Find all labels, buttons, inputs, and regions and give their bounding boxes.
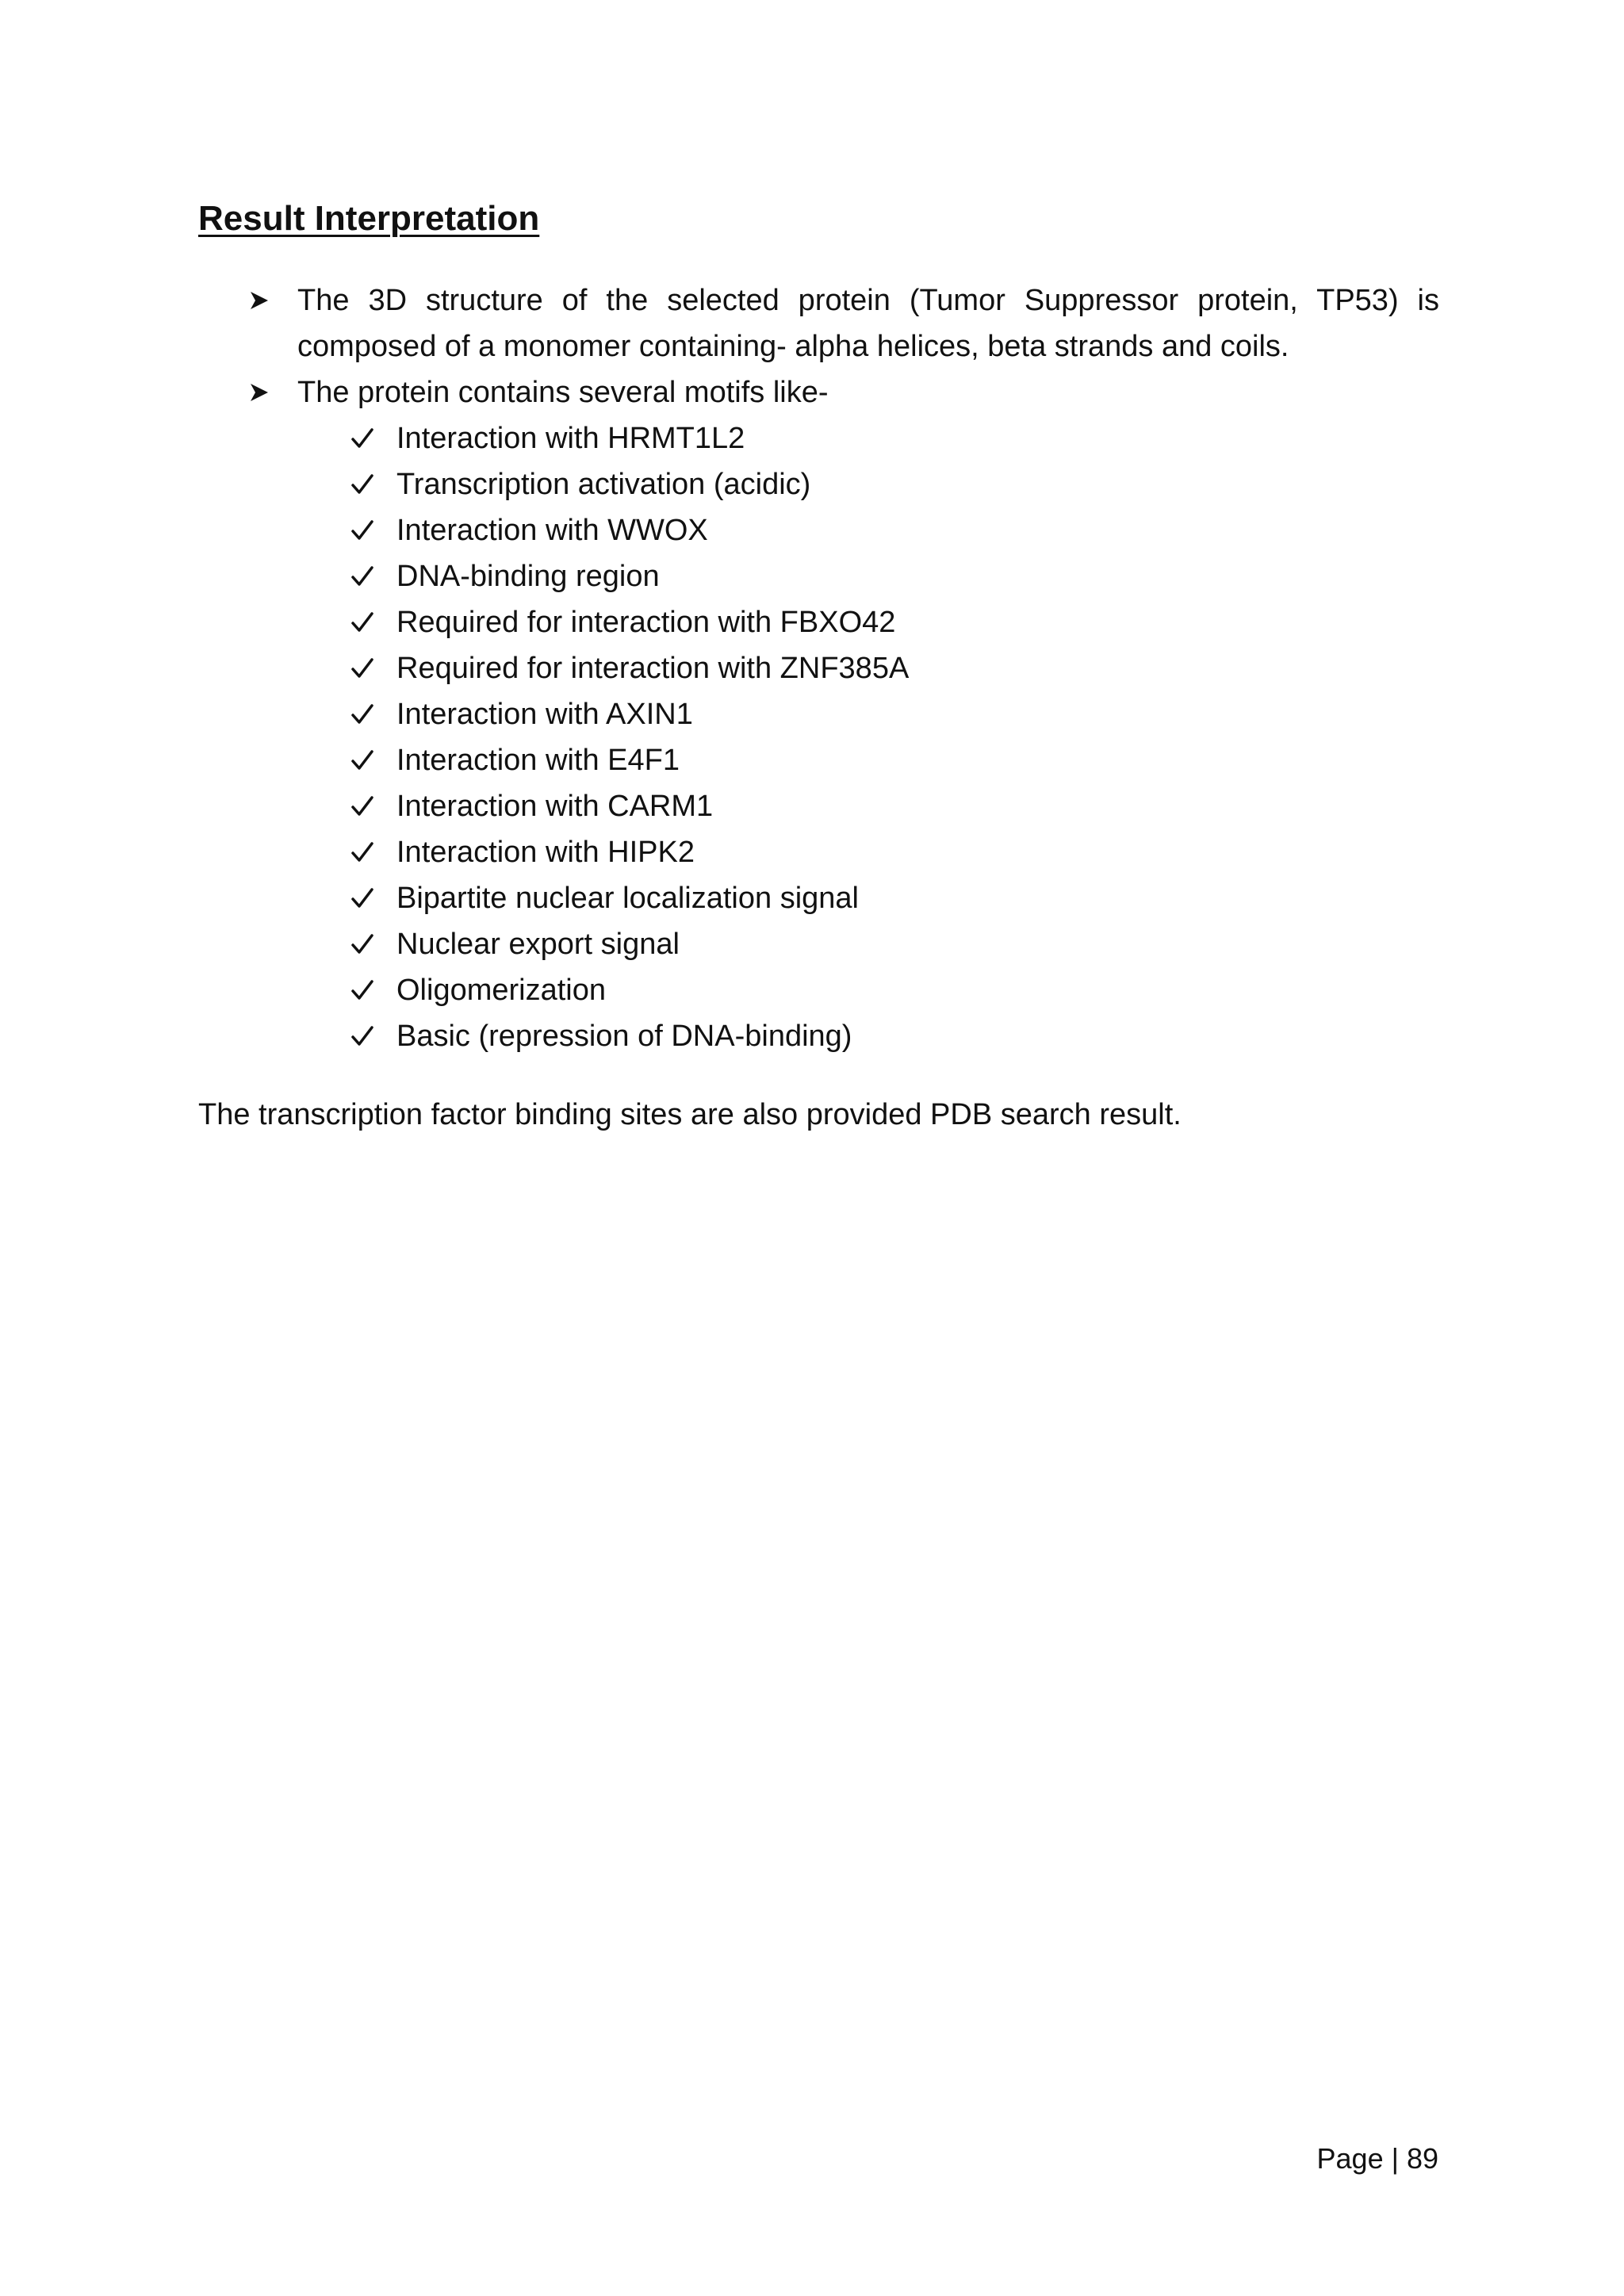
checkmark-icon: [348, 599, 377, 645]
motif-item: [297, 645, 1439, 691]
motif-item: [297, 691, 1439, 737]
motif-item: [297, 461, 1439, 507]
motif-text: Required for interaction with FBXO42: [396, 606, 896, 639]
section-heading: Result Interpretation: [198, 199, 540, 238]
motif-text: Bipartite nuclear localization signal: [396, 882, 859, 915]
bullet-text: The protein contains several motifs like-: [297, 376, 829, 409]
checkmark-icon: [348, 875, 377, 921]
summary-paragraph: The transcription factor binding sites are also provided PDB search result.: [198, 1098, 1182, 1131]
checkmark-icon: [348, 507, 377, 553]
bullet-item: [198, 277, 1439, 369]
checkmark-icon: [348, 829, 377, 875]
checkmark-icon: [348, 921, 377, 967]
bullet-list: [198, 277, 1439, 1059]
motif-item: [297, 875, 1439, 921]
page-footer: [1317, 2139, 1438, 2179]
motif-text: Interaction with HIPK2: [396, 836, 695, 869]
motif-item: [297, 829, 1439, 875]
motif-item: [297, 599, 1439, 645]
motif-item: [297, 921, 1439, 967]
motif-text: Interaction with AXIN1: [396, 698, 693, 731]
motif-text: Basic (repression of DNA-binding): [396, 1020, 852, 1053]
bullet-text: The 3D structure of the selected protein (Tumor Suppressor protein, TP53) is composed of a monomer containing- alpha helices, beta strands and coils.: [297, 284, 1439, 363]
motif-item: [297, 415, 1439, 461]
motif-text: DNA-binding region: [396, 560, 660, 593]
motif-text: Interaction with CARM1: [396, 790, 714, 823]
motif-item: [297, 507, 1439, 553]
checkmark-icon: [348, 645, 377, 691]
arrowhead-bullet-icon: [247, 369, 271, 415]
checkmark-icon: [348, 461, 377, 507]
checkmark-icon: [348, 415, 377, 461]
motif-text: Interaction with HRMT1L2: [396, 422, 745, 455]
checkmark-icon: [348, 691, 377, 737]
motif-text: Interaction with WWOX: [396, 514, 708, 547]
checkmark-icon: [348, 783, 377, 829]
motif-item: [297, 553, 1439, 599]
motif-text: Transcription activation (acidic): [396, 468, 811, 501]
checkmark-icon: [348, 553, 377, 599]
motif-text: Oligomerization: [396, 974, 606, 1007]
motif-list: [297, 415, 1439, 1059]
page-number: 89: [1406, 2142, 1438, 2175]
motif-text: Nuclear export signal: [396, 928, 680, 961]
arrowhead-bullet-icon: [247, 277, 271, 323]
page-label: Page: [1316, 2142, 1384, 2175]
motif-item: [297, 737, 1439, 783]
bullet-item: [198, 369, 1439, 1059]
motif-item: [297, 1013, 1439, 1059]
motif-text: Interaction with E4F1: [396, 744, 680, 777]
motif-item: [297, 967, 1439, 1013]
checkmark-icon: [348, 1013, 377, 1059]
motif-item: [297, 783, 1439, 829]
motif-text: Required for interaction with ZNF385A: [396, 652, 910, 685]
page-separator: |: [1391, 2142, 1399, 2175]
checkmark-icon: [348, 967, 377, 1013]
checkmark-icon: [348, 737, 377, 783]
